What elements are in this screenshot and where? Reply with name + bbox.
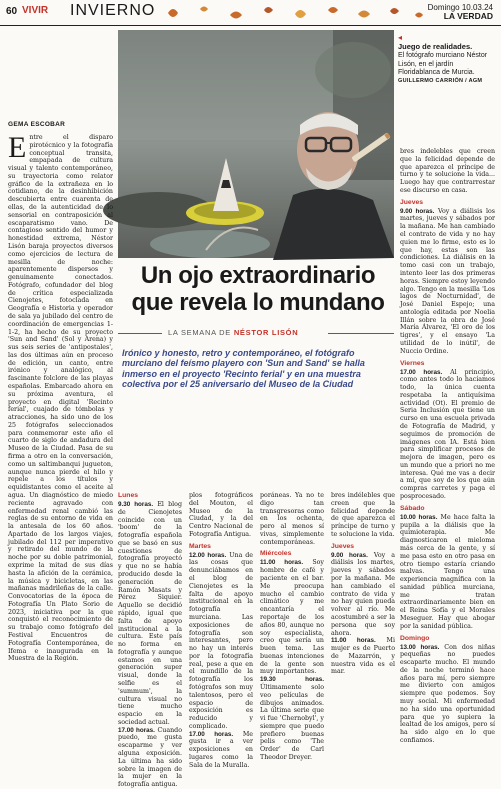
time-label: 11.00 horas.	[331, 637, 376, 645]
time-label: 17.00 horas.	[189, 730, 234, 738]
section-label: VIVIR	[22, 5, 49, 16]
day-heading-sabado: Sábado	[400, 504, 425, 512]
entry-text: Últimamente solo veo películas de dibujos animados. La última serie que vi fue 'Chernobyl', y siempre que puedo prefiero buenas pelis como 'The Order' de Carl Theodor Dreyer.	[260, 683, 324, 761]
caption-title: Juego de realidades.	[398, 42, 473, 52]
time-label: 12.00 horas.	[189, 551, 227, 559]
section-kicker	[118, 328, 394, 340]
byline: GEMA ESCOBAR	[8, 121, 66, 128]
entry-text: Al principio, como antes todo lo hacíamos todo, la única cuenta respetaba la antiquísima actividad (Ot). El premio de Seria Inclusión que tiene un curso en una escuela privada de Fotografía de Madrid, y seguimos de promoción de imágenes con IA. Está bien para simplificar procesos de mejora de imagen, pero es un mundo que a priori no me interesa. Qué me vas a decir a mí, que soy de los que aún compras carretes y paga el posprocesado.	[400, 368, 495, 501]
photo-caption	[398, 34, 496, 85]
time-label: 11.00 horas.	[260, 559, 304, 567]
entry-text: El blog de Cienojetes coincide con un 'boom' de la fotografía española que se basó en sus cuestiones de fotografía proyectó y que no se había producido desde la generación de Ramón Masats y Pérez Siquier. Aquello se decidió rápido, igual que falta de apoyo institucional a la cultura. Este país no forma en fotografía y aunque estamos en una generación super visual, donde la selfie es el 'summum', la cultura visual no tiene mucho espacio en la sociedad actual.	[118, 501, 182, 726]
page-header	[0, 0, 501, 26]
entry-text: Voy a diálisis los martes, jueves y sábados por la mañana. Me han cambiado el contrato de vida y no hay quien pueda volver al río. Me acostumbré a ser la persona que soy ahora.	[331, 551, 395, 637]
time-label: 9.00 horas.	[331, 551, 368, 559]
intro-text: ntre el disparo pirotécnico y la fotografía conceptual transita, empapada de cultura visual y talento contemporáneo, su trayectoria como relator gráfico de la extrañeza en lo cotidiano, de la desinhibición descubierta entre cuarenta de ellas, de la autenticidad de lo sensorial en contraposición al escaparatismo vano. De contagioso sentido del humor y honestidad extrema, Néstor Lisón baraja proyectos diversos como ejercicios de lectura de mesilla de noche: aparentemente dispersos y genuinamente conectados. Fotógrafo, cofundador del blog de crítica especializada Cienojetes, fotoclada en Geografía e Historia y operador de sala ya jubilado del centro de coordinación de emergencias 1-1-2, ha hecho de su proyecto 'Sun and Sand' (Sol y Arena) y sus seis series de 'antipostales', las dos últimas aún en proceso de edición, un canto, entre irónico y analógico, al fascinante folclore de las playas españolas. Embarcado ahora en su próxima aventura, el proyecto en digital 'Recinto ferial', cuajado de tómbolas y atracciones, ha sido uno de los 25 fotógrafos seleccionados para conmemorar este año el cuarto de siglo de andadura del Museo de la Ciudad. Pasa de su firma a otro en la conversación, como un saltimbanqui jugueton, aunque nunca pierde el hilo y repele a los títulos y equidistantes como el aceite al agua. Un diagnóstico de miedo reciente agravado con enfermedad renal cambió las reglas de su entorno de vida en la antesala de los 60 años. Apartado de los largos viajes, jubilado del 112 per imperativo y retirado del mundo de la noche por su doble patrimonial, exprime la mitad de sus días hasta la afición de la cerámica, la música y bicicletas, en las mañanas madrileñas de la calle.	[8, 134, 113, 593]
kicker-text	[168, 328, 298, 337]
time-label: 13.00 horas.	[400, 643, 440, 651]
left-column	[8, 131, 113, 674]
entry-text: Me gusta ir a ver exposiciones en lugares como la Sala de la Muralla.	[189, 730, 253, 769]
portrait-photo	[118, 30, 394, 258]
right-column	[400, 148, 495, 744]
issue-date: Domingo 10.03.24	[427, 3, 493, 12]
mid-column-1	[118, 492, 182, 789]
entry-text: Me hace falta la pupila a la diálisis que la quimioterapia. Me diagnosticaron el mieloma más cerca de la gente, y sí me pasa esto en otro pasa en otro tiempo estaría criando malvas. Tengo una experiencia magnífica con la sanidad pública murciana, me tratan extraordinariamente bien en el Reina Sofía y el Morales Meseguer. Hay que abogar por la sanidad pública.	[400, 513, 495, 630]
time-label: 10.00 horas.	[400, 513, 438, 521]
time-label: 9.30 horas.	[118, 501, 154, 508]
newspaper-name: LA VERDAD	[443, 11, 493, 21]
intro-text-continued: Convocatorias de la época de Fotografía Un Plato Sorio de 2023, iniciativa por la que conquistó el reconocimiento de su trabajo como fotógrafo del Festival Encuentros de Fotografía Contemporánea, de Ifema e inaugurada en la Muestra de la Región.	[8, 593, 113, 663]
day-heading-lunes: Lunes	[118, 492, 139, 499]
day-heading-jueves: Jueves	[400, 198, 424, 206]
entry-text: Con dos niñas pequeñas no puedes escaparte mucho. El mundo de la noche terminó hace años para mí, pero siempre me divierto con amigos siempre que podemos. Soy muy social. Mi enfermedad no ha sido una oportunidad para que yo supiera la lealtad de los amigos, pero sí ha sido algo en lo que confiamos.	[400, 643, 495, 744]
season-title: INVIERNO	[70, 2, 156, 19]
time-label: 9.00 horas.	[400, 207, 435, 215]
caption-triangle-icon: ◂	[398, 33, 403, 42]
kicker-name: NÉSTOR LISÓN	[233, 328, 299, 337]
entry-text: bres indélebles que creen que la felicidad depende de que aparezca el príncipe de turno y te solucione la vida.	[331, 492, 395, 538]
entry-text: Cuando puedo, me gusta escaparme y ver alguna exposición. La última ha sido sobre la imagen de la mujer en la fotografía antigua.	[118, 726, 182, 789]
page-number: 60	[6, 6, 18, 17]
entry-text: Voy a diálisis los martes, jueves y sábados por la mañana. Me han cambiado el contrato de vida y no hay quien me lo firme, esto es lo que hay, estas son las condiciones. La diálisis en la tomo casi con un trabajo, intento leer las dos primeras horas. Siempre estoy leyendo algo. Tengo en la mesilla 'Los lagos de Nocturnidad', de José Daniel Espejo; una antología editada por Noelia Illán sobre la obra de José María Álvarez, 'El oro de los tigres', y el ensayo 'La utilidad de lo inútil', de Nuccio Ordine.	[400, 207, 495, 355]
drop-cap: E	[8, 131, 27, 164]
mid-column-4	[331, 492, 395, 677]
time-label: 19.30 horas.	[260, 676, 324, 684]
day-heading-domingo: Domingo	[400, 634, 430, 642]
photo-credit: GUILLERMO CARRIÓN / AGM	[398, 78, 483, 85]
deck-subtitle: Irónico y honesto, retro y contemporáneo, el fotógrafo murciano del feísmo playero con 'Sun and Sand' se halla inmerso en el proyecto 'Recinto ferial' y en una muestra colectiva por el 25 aniversario del Museo de la Ciudad	[122, 348, 365, 390]
day-heading-martes: Martes	[189, 542, 211, 550]
entry-text: Soy hombre de café y paciente en el bar. Me preocupa mucho el cambio climático y me encantaría el reportaje de los años 80, aunque no soy especialista, creo que sería un buen tema. Las buenas intenciones de la gente son muy importantes.	[260, 559, 324, 676]
entry-text: poráneas. Ya no te digo tan transgresoras como en los ochenta, pero al menos sí vivas, simplemente contemporáneas.	[260, 492, 324, 546]
entry-text: plos fotográficos del Mouton, el Museo de la Ciudad, y la del Centro Nacional de Fotografía Antigua.	[189, 492, 253, 538]
time-label: 17.00 horas.	[400, 368, 443, 376]
mid-column-3	[260, 492, 324, 761]
mid-column-2	[189, 492, 253, 769]
autumn-leaves-icon	[160, 4, 430, 22]
time-label: 17.00 horas.	[118, 726, 155, 734]
day-heading-jueves-mid: Jueves	[331, 542, 355, 550]
entry-text: Una de las cosas que denunciábamos en el blog de Cienojetes es la falta de apoyo institucional en la fotografía murciana. Las exposiciones de fotografía son interesantes, pero no hay un interés por la fotografía real, pese a que en el mundillo de la fotografía los fotógrafos son muy talentosos, pero el espacio de exposición es reducido y complicado.	[189, 551, 253, 730]
dateline	[428, 3, 493, 21]
kicker-rule-left	[118, 333, 162, 334]
kicker-rule-right	[328, 333, 394, 334]
right-intro: bres indelebles que creen que la felicidad depende de que aparezca el príncipe de turno y te solucione la vida... Luego hay que contrarrestar ese discurso en casa.	[400, 148, 495, 194]
caption-text: El fotógrafo murciano Néstor Lisón, en el jardín Floridablanca de Murcia.	[398, 52, 488, 76]
day-heading-miercoles: Miércoles	[260, 550, 292, 558]
headline: Un ojo extraordinario que revela lo mundano	[131, 262, 385, 316]
kicker-prefix: LA SEMANA DE	[168, 328, 232, 337]
entry-text: Mi mujer es de Puerto de Mazarrón, y nuestra vida es el mar.	[331, 637, 395, 676]
day-heading-viernes: Viernes	[400, 359, 425, 367]
